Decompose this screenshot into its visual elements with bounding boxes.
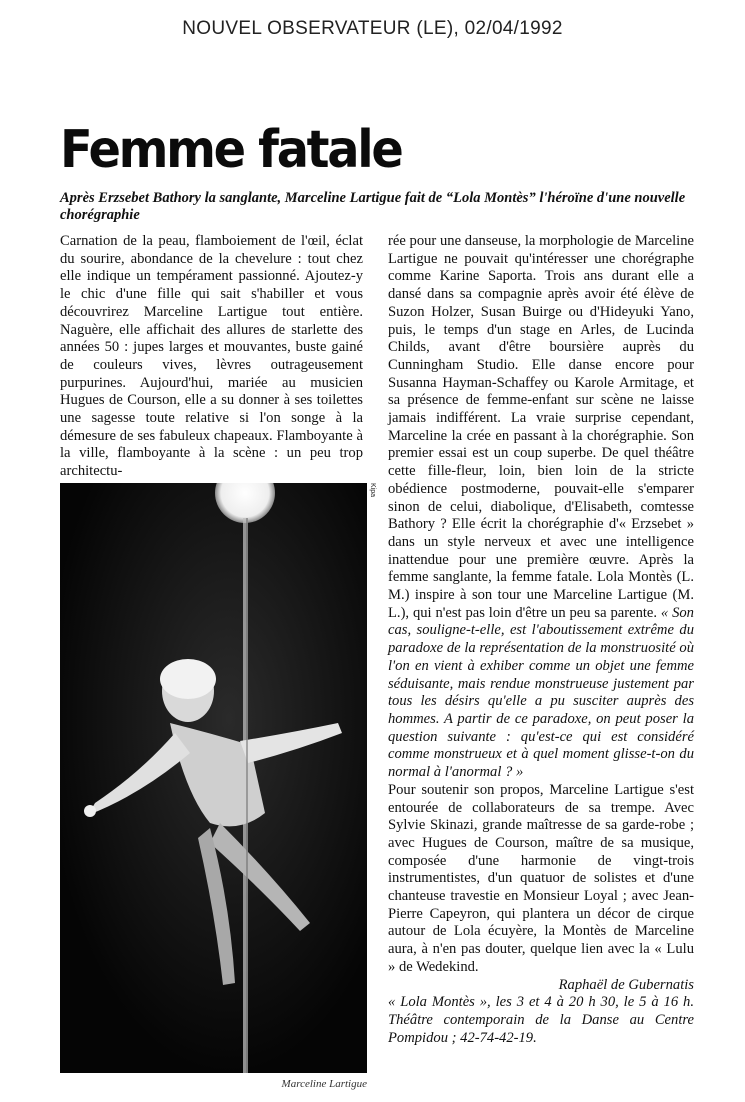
column-left	[60, 233, 363, 481]
column-right	[388, 233, 694, 1047]
dancer-photo	[60, 483, 367, 1073]
headline: Femme fatale	[60, 120, 402, 180]
photo-illustration	[60, 483, 367, 1073]
event-info: « Lola Montès », les 3 et 4 à 20 h 30, le 5 à 16 h. Théâtre contemporain de la Danse au Centre Pompidou ; 42-74-42-19.	[388, 994, 694, 1046]
paragraph	[388, 233, 694, 782]
photo-credit: Kipa	[369, 483, 376, 498]
author-signature: Raphaël de Gubernatis	[558, 976, 694, 993]
paragraph-text: rée pour une danseuse, la morphologie de Marceline Lartigue ne pouvait qu'intéresser une chorégraphe comme Karine Saporta. Trois ans durant elle a dansé dans sa compagnie après avoir été élève de Suzon Holzer, Susan Buirge ou d'Hideyuki Yano, puis, le temps d'un stage en Arles, de Lucinda Childs, avant d'être boursière auprès du Cunningham Studio. Elle danse encore pour Susanna Hayman-Schaffey ou Karole Armitage, et sa présence de femme-enfant sur scène ne laisse jamais indifférent. La vraie surprise cependant, Marceline la crée en passant à la chorégraphie. Son premier essai est un coup superbe. De quel théâtre cette fille-fleur, loin, bien loin de la stricte obédience postmoderne, pouvait-elle s'emparer sinon de celui, diabolique, d'Elisabeth, comtesse Bathory ? Elle écrit la chorégraphie d'« Erzsebet » dans un style nerveux et avec une intelligence inattendue pour une première œuvre. Après la femme sanglante, la femme fatale. Lola Montès (L. M.) inspire à son tour une Marceline Lartigue (M. L.), qui n'est pas loin d'être un peu sa parente.	[388, 233, 694, 621]
photo-caption: Marceline Lartigue	[281, 1078, 367, 1090]
quote-text: « Son cas, souligne-t-elle, est l'aboutissement extrême du paradoxe de la représentation de la monstruosité où l'on en vient à exhiber comme un objet une femme séduisante, mais rendue monstrueuse justement par tous les désirs qu'elle a pu susciter auprès des hommes. A partir de ce paradoxe, on peut poser la question suivante : qu'est-ce qui est considéré comme monstrueux et à quel moment glisse-t-on du normal à l'anormal ? »	[388, 604, 694, 781]
paragraph: Pour soutenir son propos, Marceline Lartigue s'est entourée de collaborateurs de sa trempe. Avec Sylvie Skinazi, grande maîtresse de sa garde-robe ; avec Hugues de Courson, maître de sa musique, composée d'une harmonie de vingt-trois instrumentistes, d'un quatuor de solistes et d'une chanteuse travestie en Monsieur Loyal ; avec Jean-Pierre Capeyron, qui plantera un décor de cirque autour de Lola écuyère, la Montès de Marceline aura, à n'en pas douter, quelque lien avec la « Lulu » de Wedekind.	[388, 781, 694, 975]
source-line: NOUVEL OBSERVATEUR (LE), 02/04/1992	[182, 18, 563, 39]
paragraph: Carnation de la peau, flamboiement de l'œil, éclat du sourire, abondance de la chevelure : tout chez elle indique un tempérament passionné. Ajoutez-y le chic d'une fille qui sait s'habiller et vous découvrirez Marceline Lartigue tout entière. Naguère, elle affichait des allures de starlette des années 50 : jupes larges et mouvantes, buste gainé de couleurs vives, lèvres outrageusement purpurines. Aujourd'hui, mariée au musicien Hugues de Courson, elle a su donner à ses toilettes une sagesse toute relative si l'on songe à la démesure de ses fabuleux chapeaux. Flamboyante à la ville, flamboyante à la scène : un peu trop architectu-	[60, 233, 363, 480]
deck: Après Erzsebet Bathory la sanglante, Marceline Lartigue fait de “Lola Montès” l'héroïne d'une nouvelle chorégraphie	[60, 190, 686, 223]
